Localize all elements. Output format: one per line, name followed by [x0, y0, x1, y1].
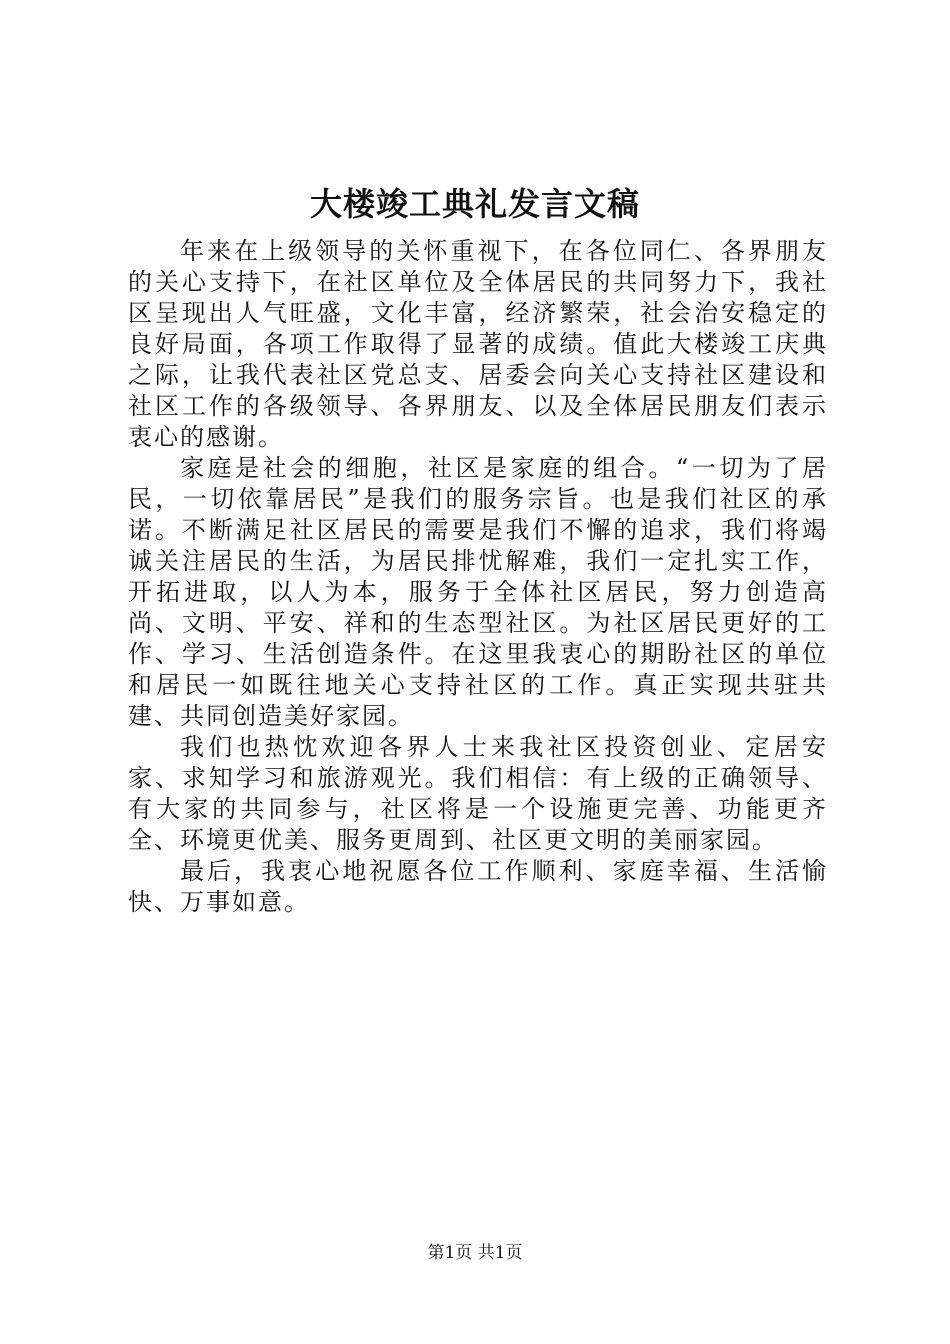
document-title: 大楼竣工典礼发言文稿: [309, 185, 640, 223]
body-paragraph: 最后，我衷心地祝愿各位工作顺利、家庭幸福、生活愉快、万事如意。: [128, 857, 828, 916]
body-paragraph: 我们也热忱欢迎各界人士来我社区投资创业、定居安家、求知学习和旅游观光。我们相信：有上级的正确领导、有大家的共同参与，社区将是一个设施更完善、功能更齐全、环境更优美、服务更周到、社区更文明的美丽家园。: [128, 733, 828, 854]
body-paragraph: 家庭是社会的细胞，社区是家庭的组合。“一切为了居民，一切依靠居民”是我们的服务宗旨。也是我们社区的承诺。不断满足社区居民的需要是我们不懈的追求，我们将竭诚关注居民的生活，为居民排忧解难，我们一定扎实工作，开拓进取，以人为本，服务于全体社区居民，努力创造高尚、文明、平安、祥和的生态型社区。为社区居民更好的工作、学习、生活创造条件。在这里我衷心的期盼社区的单位和居民一如既往地关心支持社区的工作。真正实现共驻共建、共同创造美好家园。: [128, 454, 828, 730]
document-body: [128, 236, 828, 918]
page-number-footer: 第1页 共1页: [427, 1243, 523, 1263]
body-paragraph: 年来在上级领导的关怀重视下，在各位同仁、各界朋友的关心支持下，在社区单位及全体居民的共同努力下，我社区呈现出人气旺盛，文化丰富，经济繁荣，社会治安稳定的良好局面，各项工作取得了显著的成绩。值此大楼竣工庆典之际，让我代表社区党总支、居委会向关心支持社区建设和社区工作的各级领导、各界朋友、以及全体居民朋友们表示衷心的感谢。: [128, 237, 828, 451]
